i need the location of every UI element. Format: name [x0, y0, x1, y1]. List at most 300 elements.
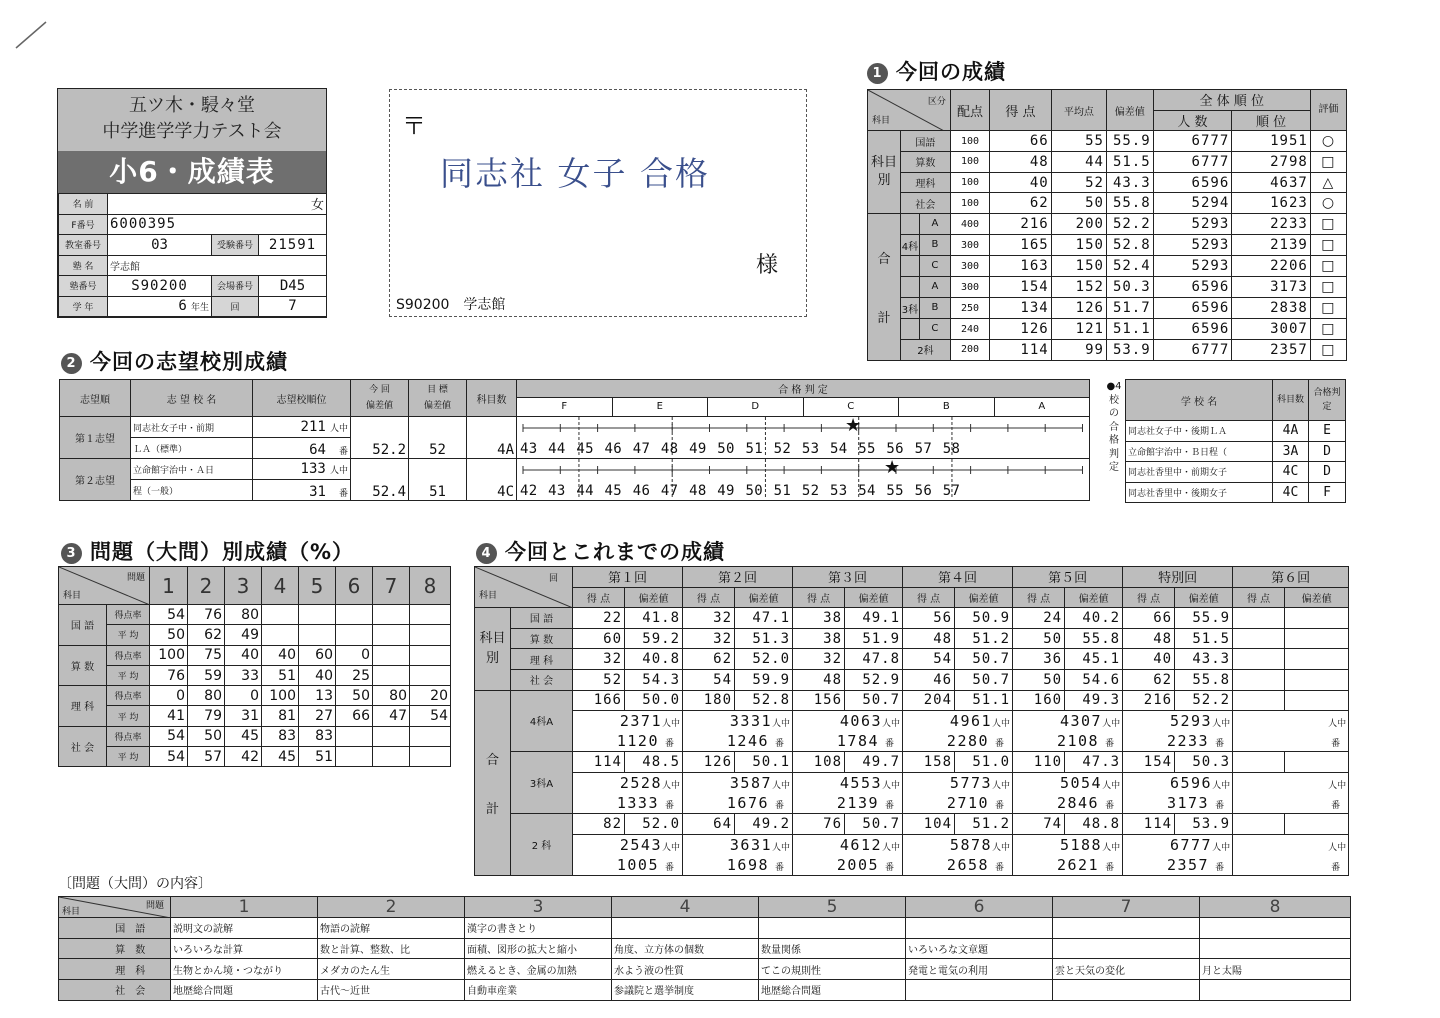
cell-a: 44 [1051, 152, 1106, 173]
dev-header: 偏差値 [625, 587, 683, 608]
question-cell: 40 [299, 665, 336, 685]
section-number-2: 2 [61, 353, 82, 374]
history-cell: 43.3 [1175, 649, 1233, 670]
cell-r: 2798 [1232, 152, 1311, 173]
subject-label: 国 語 [91, 918, 171, 939]
question-cell: 83 [262, 726, 299, 746]
question-cell: 45 [262, 747, 299, 767]
content-cell: 数量関係 [759, 938, 906, 959]
history-cell: 51.0 [955, 752, 1013, 773]
history-rank-cell [903, 731, 1013, 752]
round-header: 第２回 [683, 567, 793, 588]
question-number: 2 [318, 897, 465, 918]
round-header: 第１回 [573, 567, 683, 588]
history-cell: 51.5 [1175, 628, 1233, 649]
question-cell: 0 [336, 645, 373, 665]
cell-p: 250 [950, 298, 989, 319]
unit-ban: 番 [665, 801, 675, 812]
dev-header: 偏差値 [955, 587, 1013, 608]
content-cell: いろいろな文章題 [906, 938, 1053, 959]
avg-label: 平 均 [107, 665, 150, 685]
content-cell: 月と太陽 [1200, 959, 1351, 980]
total-label: 4科A [511, 690, 573, 752]
unit-ninchu: 人中 [772, 719, 791, 730]
round-header: 第６回 [1233, 567, 1349, 588]
history-cell: 38 [793, 608, 845, 629]
history-total-rank-row [475, 855, 1349, 876]
unit-ban: 番 [338, 488, 348, 499]
current-results-table [867, 89, 1347, 361]
cell-a: 126 [1051, 298, 1106, 319]
rank-value: 64 [309, 441, 326, 458]
history-cell: 48.8 [1065, 814, 1123, 835]
question-number: 3 [225, 567, 262, 605]
content-cell [906, 918, 1053, 939]
cell-p: 100 [950, 131, 989, 152]
history-cell: 49.7 [845, 752, 903, 773]
history-rank-cell [793, 731, 903, 752]
history-rank-cell [1233, 855, 1349, 876]
rank-value: 1784 [836, 732, 880, 751]
header-target-2: 偏差値 [423, 401, 451, 411]
result-row [868, 298, 1347, 319]
cell-n: 6777 [1153, 131, 1232, 152]
unit-ban: 番 [1105, 739, 1115, 750]
history-cell: 50.3 [1175, 752, 1233, 773]
history-cell: 158 [903, 752, 955, 773]
unit-ninchu: 人中 [992, 780, 1011, 791]
four-school-side-label: ●4校の合格判定 [1106, 381, 1122, 473]
four-school-row [1126, 441, 1346, 462]
history-cell [1233, 608, 1285, 629]
history-total-count-row [475, 711, 1349, 732]
content-cell [1053, 918, 1200, 939]
cell-n: 6596 [1153, 277, 1232, 298]
history-cell: 40.2 [1065, 608, 1123, 629]
unit-ban: 番 [1215, 862, 1225, 873]
grade-band-D: D [707, 398, 803, 416]
subject-label: 社 会 [511, 669, 573, 690]
history-count-cell [573, 834, 683, 855]
cell-s: 114 [990, 340, 1052, 361]
org-subtitle: 中学進学学力テスト会 [102, 121, 282, 142]
history-total-count-row [475, 834, 1349, 855]
grade-band-C: C [803, 398, 899, 416]
row-label-wrap [901, 277, 950, 297]
question-cell: 27 [299, 706, 336, 726]
question-cell: 76 [188, 605, 225, 625]
cell-s: 165 [990, 235, 1052, 256]
history-cell: 51.2 [955, 814, 1013, 835]
history-rank-cell [573, 731, 683, 752]
cell-e: □ [1310, 152, 1346, 173]
question-cell [373, 645, 410, 665]
content-cell [1200, 980, 1351, 1001]
rank-value: 2621 [1056, 855, 1100, 874]
unit-ban: 番 [1331, 739, 1341, 750]
history-rank-cell [1123, 855, 1233, 876]
history-count-cell [1013, 772, 1123, 793]
four-school-row [1126, 462, 1346, 483]
cell-e: □ [1310, 256, 1346, 277]
section-number-1: 1 [867, 63, 888, 84]
history-cell: 76 [793, 814, 845, 835]
history-cell: 55.8 [1065, 628, 1123, 649]
four-school-count: 3A [1273, 441, 1309, 462]
subject-label: 社 会 [59, 726, 107, 767]
unit-ninchu: 人中 [882, 842, 901, 853]
content-cell [1053, 980, 1200, 1001]
content-cell: 角度、立方体の個数 [612, 938, 759, 959]
header-judgement: 合 格 判 定 [517, 380, 1090, 398]
history-rank-cell [903, 793, 1013, 814]
subgroup-label: 4科 [901, 241, 919, 253]
group-total-spacer [477, 768, 508, 798]
question-cell [410, 625, 451, 645]
count-value: 6777 [1169, 835, 1213, 854]
room-label: 教室番号 [59, 235, 108, 256]
unit-ninchu: 人中 [1212, 780, 1231, 791]
result-row [868, 152, 1347, 173]
rate-label: 得点率 [107, 645, 150, 665]
history-cell [1233, 669, 1285, 690]
cell-n: 5293 [1153, 235, 1232, 256]
question-number: 6 [336, 567, 373, 605]
history-total-score-row [475, 752, 1349, 773]
question-cell [410, 665, 451, 685]
four-school-name: 立命館宇治中・Ｂ日程（ [1126, 441, 1273, 462]
result-row [868, 319, 1347, 340]
history-cell: 48 [793, 669, 845, 690]
history-cell: 56 [903, 608, 955, 629]
unit-ninchu: 人中 [662, 842, 681, 853]
grade-band-A: A [994, 398, 1090, 416]
unit-ninchu: 人中 [882, 780, 901, 791]
question-cell: 54 [150, 747, 188, 767]
history-subject-row [475, 608, 1349, 629]
cell-s: 216 [990, 214, 1052, 235]
history-cell [1233, 628, 1285, 649]
history-cell: 51.2 [955, 628, 1013, 649]
question-cell: 50 [188, 726, 225, 746]
question-cell: 13 [299, 686, 336, 706]
history-cell: 47.1 [735, 608, 793, 629]
code-label: 塾番号 [59, 276, 108, 297]
question-cell: 20 [410, 686, 451, 706]
history-cell: 53.9 [1175, 814, 1233, 835]
history-count-cell [1013, 711, 1123, 732]
unit-ban: 番 [338, 446, 348, 457]
cell-d: 55.9 [1106, 131, 1153, 152]
row-label: 国語 [900, 131, 950, 152]
unit-ninchu: 人中 [329, 466, 348, 476]
unit-ban: 番 [1215, 801, 1225, 812]
rank-value: 2005 [836, 855, 880, 874]
history-cell: 82 [573, 814, 625, 835]
cell-a: 50 [1051, 193, 1106, 214]
total-label: 3科A [511, 752, 573, 814]
scale-labels: 42 43 44 45 46 47 48 49 50 51 52 53 54 55 56 57 [520, 483, 961, 499]
choice-rank [253, 480, 351, 501]
row-label: 社会 [900, 193, 950, 214]
content-cell [1200, 938, 1351, 959]
question-cell: 76 [150, 665, 188, 685]
header-haiten: 配点 [950, 90, 989, 131]
content-cell [612, 918, 759, 939]
history-cell: 60 [573, 628, 625, 649]
four-school-table [1125, 379, 1346, 503]
header-kamoku: 科目 [63, 591, 82, 601]
question-cell: 45 [225, 726, 262, 746]
history-total-rank-row [475, 731, 1349, 752]
question-contents-table [58, 896, 1351, 1001]
unit-ban: 番 [885, 801, 895, 812]
question-cell: 40 [262, 645, 299, 665]
dev-header: 偏差値 [845, 587, 903, 608]
rank-value: 2658 [946, 855, 990, 874]
dev-header: 偏差値 [1175, 587, 1233, 608]
content-row [59, 959, 1351, 980]
history-cell [1233, 649, 1285, 670]
per-question-row [59, 645, 451, 665]
choice-target-dev: 51 [409, 459, 467, 501]
choice-order: 第２志望 [60, 459, 131, 501]
unit-ban: 番 [995, 801, 1005, 812]
history-cell: 48 [903, 628, 955, 649]
question-cell [410, 726, 451, 746]
unit-ninchu: 人中 [772, 780, 791, 791]
org-name: 五ツ木・駸々堂 [129, 95, 255, 116]
four-school-judge: F [1309, 482, 1346, 503]
history-cell: 166 [573, 690, 625, 711]
unit-ban: 番 [995, 739, 1005, 750]
choice-row [60, 459, 1090, 480]
row-label [900, 214, 950, 235]
group-by-subject: 科目別 [475, 608, 511, 690]
sender-label: S90200 学志館 [396, 297, 506, 313]
choice-order: 第１志望 [60, 417, 131, 459]
content-cell: 発電と電気の利用 [906, 959, 1053, 980]
grade-label: 学 年 [59, 296, 108, 317]
four-school-judge: D [1309, 462, 1346, 483]
question-number: 8 [410, 567, 451, 605]
history-cell [1233, 814, 1285, 835]
question-cell: 49 [225, 625, 262, 645]
history-total-score-row [475, 814, 1349, 835]
row-label [900, 256, 950, 277]
content-cell [759, 918, 906, 939]
history-cell: 180 [683, 690, 735, 711]
section-number-3: 3 [61, 543, 82, 564]
subrow-letter: C [919, 319, 950, 339]
cell-d: 51.1 [1106, 319, 1153, 340]
dev-header: 偏差値 [1065, 587, 1123, 608]
question-number: 8 [1200, 897, 1351, 918]
subject-label: 社 会 [91, 980, 171, 1001]
name-label: 名 前 [59, 194, 108, 215]
history-rank-cell [1013, 855, 1123, 876]
header-zentai: 全 体 順 位 [1153, 90, 1310, 111]
history-cell: 40 [1123, 649, 1175, 670]
honorific: 様 [756, 253, 779, 278]
per-question-row [59, 686, 451, 706]
position-star-icon: ★ [884, 458, 901, 478]
content-cell [1053, 938, 1200, 959]
cell-p: 300 [950, 277, 989, 298]
history-subject-row [475, 669, 1349, 690]
venue-label: 会場番号 [212, 276, 259, 297]
question-number: 7 [1053, 897, 1200, 918]
subject-label: 国 語 [59, 605, 107, 646]
header-judge: 合格判定 [1309, 380, 1346, 421]
rank-value: 2846 [1056, 794, 1100, 813]
history-cell: 50.7 [845, 690, 903, 711]
history-total-score-row [475, 690, 1349, 711]
unit-ban: 番 [665, 739, 675, 750]
unit-ninchu: 人中 [1102, 780, 1121, 791]
history-cell: 160 [1013, 690, 1065, 711]
history-cell: 50.7 [955, 649, 1013, 670]
rank-value: 1005 [616, 855, 659, 874]
history-cell: 32 [683, 628, 735, 649]
history-cell: 52.0 [735, 649, 793, 670]
unit-ban: 番 [885, 739, 895, 750]
cell-a: 200 [1051, 214, 1106, 235]
history-rank-cell [1233, 793, 1349, 814]
history-cell [1285, 752, 1349, 773]
history-cell: 126 [683, 752, 735, 773]
count-value: 5188 [1059, 835, 1103, 854]
subject-label: 理 科 [91, 959, 171, 980]
section-1-label: 今回の成績 [896, 60, 1006, 84]
rank-value: 2357 [1166, 855, 1210, 874]
header-heikin: 平均点 [1051, 90, 1106, 131]
per-question-row [59, 706, 451, 726]
question-cell [410, 605, 451, 625]
history-count-cell [683, 711, 793, 732]
count-value: 4961 [949, 712, 993, 731]
history-cell: 51.1 [955, 690, 1013, 711]
rank-value: 1698 [726, 855, 770, 874]
history-count-cell [1233, 772, 1349, 793]
choice-school-line1: 同志社女子中・前期 [131, 417, 253, 438]
header-subject-count: 科目数 [467, 380, 517, 417]
cell-s: 62 [990, 193, 1052, 214]
unit-ninchu: 人中 [992, 842, 1011, 853]
four-school-judge: E [1309, 421, 1346, 442]
unit-ninchu: 人中 [882, 719, 901, 730]
header-mondai: 問題 [126, 573, 145, 583]
content-cell: 面積、図形の拡大と縮小 [465, 938, 612, 959]
question-cell [373, 726, 410, 746]
per-question-table [58, 566, 451, 767]
choice-subject-count: 4A [467, 417, 517, 459]
four-school-count: 4C [1273, 462, 1309, 483]
history-cell: 108 [793, 752, 845, 773]
question-number: 1 [150, 567, 188, 605]
group-total-2: 計 [877, 310, 891, 326]
history-rank-cell [793, 793, 903, 814]
section-4-label: 今回とこれまでの成績 [505, 540, 725, 564]
content-cell: 数と計算、整数、比 [318, 938, 465, 959]
cell-p: 200 [950, 340, 989, 361]
history-rank-cell [1013, 731, 1123, 752]
history-rank-cell [683, 855, 793, 876]
cell-a: 99 [1051, 340, 1106, 361]
section-number-4: 4 [476, 543, 497, 564]
header-tokuten: 得 点 [990, 90, 1052, 131]
row-label-wrap [901, 256, 950, 276]
question-cell: 60 [299, 645, 336, 665]
rate-label: 得点率 [107, 686, 150, 706]
header-count: 科目数 [1273, 380, 1309, 421]
history-rank-cell [683, 731, 793, 752]
history-cell: 156 [793, 690, 845, 711]
cell-d: 50.3 [1106, 277, 1153, 298]
history-cell: 32 [573, 649, 625, 670]
history-cell: 24 [1013, 608, 1065, 629]
history-cell: 49.1 [845, 608, 903, 629]
history-table [474, 566, 1349, 876]
unit-ban: 番 [1105, 862, 1115, 873]
count-value: 3631 [729, 835, 773, 854]
question-number: 4 [612, 897, 759, 918]
question-cell: 40 [225, 645, 262, 665]
content-cell: 物語の読解 [318, 918, 465, 939]
question-cell [262, 625, 299, 645]
choice-school-line2: 程（一般） [131, 480, 253, 501]
unit-ninchu: 人中 [662, 719, 681, 730]
group-total-spacer [870, 267, 898, 307]
content-row [59, 918, 1351, 939]
org-banner [58, 89, 326, 151]
judgement-scale [517, 459, 1090, 501]
dev-header: 偏差値 [1285, 587, 1349, 608]
question-cell [262, 605, 299, 625]
cell-a: 55 [1051, 131, 1106, 152]
cell-a: 121 [1051, 319, 1106, 340]
history-count-cell [683, 772, 793, 793]
history-cell: 52.9 [845, 669, 903, 690]
unit-ban: 番 [885, 862, 895, 873]
rank-value: 1333 [616, 794, 659, 813]
cell-r: 3007 [1232, 319, 1311, 340]
history-cell: 50.1 [735, 752, 793, 773]
header-school-rank: 志望校順位 [253, 380, 351, 417]
grade-band-row [517, 398, 1089, 416]
grade-value: 6 [178, 298, 187, 315]
school-label: 塾 名 [59, 255, 108, 276]
count-value: 5773 [949, 773, 993, 792]
history-cell: 59.9 [735, 669, 793, 690]
question-cell: 54 [150, 726, 188, 746]
rank-value: 1246 [726, 732, 770, 751]
question-cell: 54 [410, 706, 451, 726]
per-question-row [59, 747, 451, 767]
header-target-1: 目 標 [427, 385, 448, 395]
report-title: 小6・成績表 [58, 151, 326, 193]
unit-ban: 番 [1331, 862, 1341, 873]
choice-school-line2: ＬＡ（標準） [131, 438, 253, 459]
cell-r: 3173 [1232, 277, 1311, 298]
history-cell: 32 [793, 649, 845, 670]
question-cell: 75 [188, 645, 225, 665]
count-value: 4307 [1059, 712, 1103, 731]
group-total-2: 計 [485, 801, 499, 817]
count-value: 4063 [839, 712, 883, 731]
round-header: 第３回 [793, 567, 903, 588]
code-value: S90200 [108, 276, 212, 297]
